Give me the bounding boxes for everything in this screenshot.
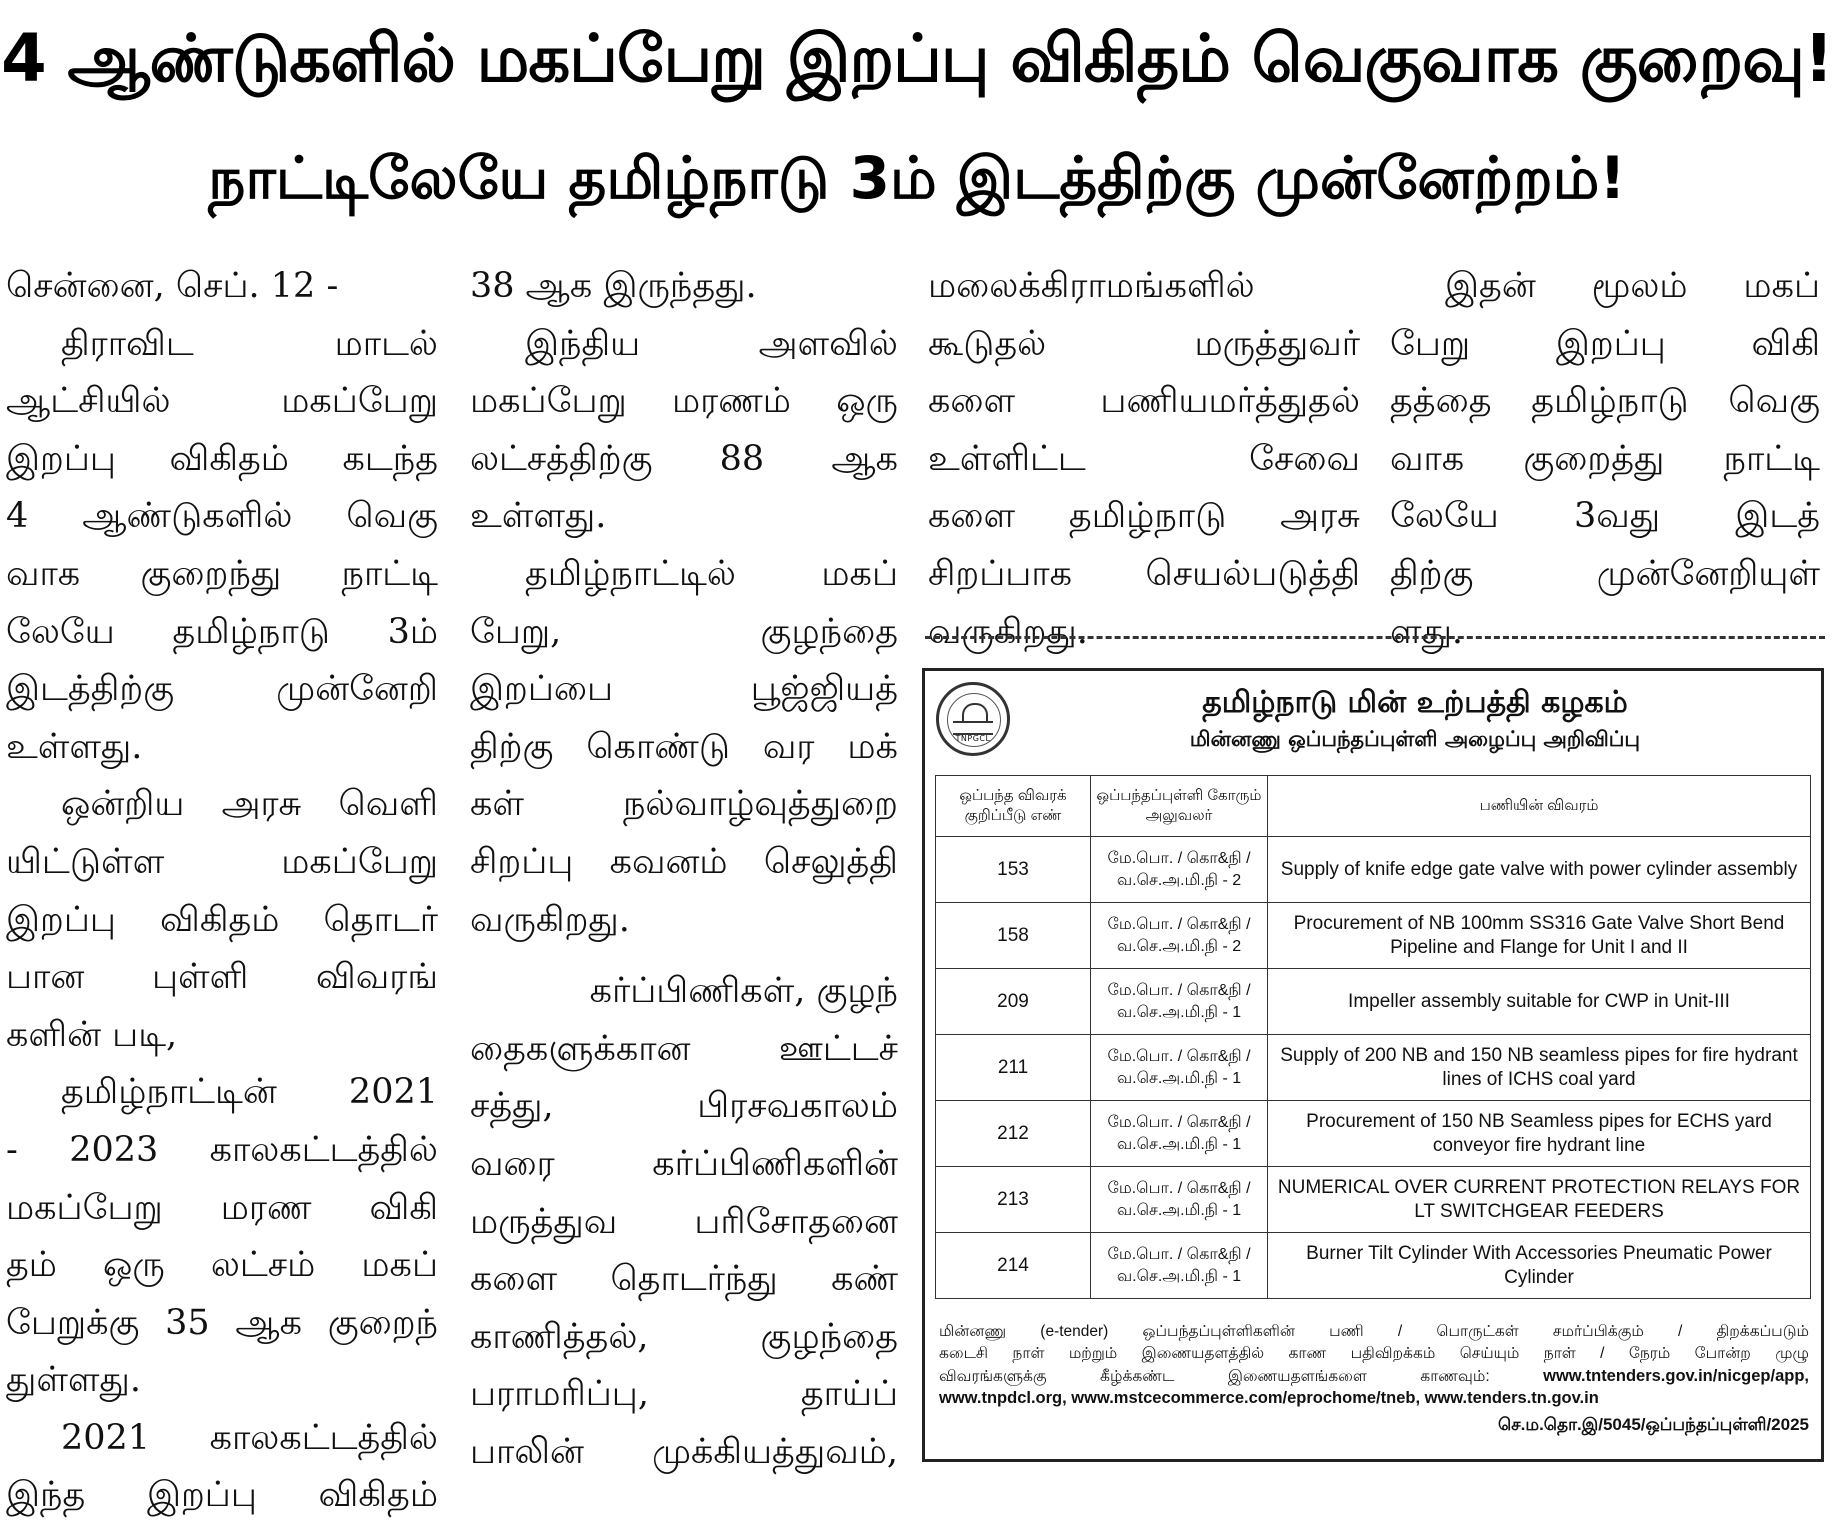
article-line: திற்கு முன்னேறியுள் xyxy=(1390,553,1820,594)
officer-line: வ.செ.அ.மி.நி - 2 xyxy=(1116,937,1242,955)
tender-officer xyxy=(1091,903,1268,969)
article-line: களின் படி, xyxy=(6,1014,178,1055)
article-line: சிறப்பாக செயல்படுத்தி xyxy=(928,553,1360,594)
article-line: தைகளுக்கான ஊட்டச் xyxy=(470,1028,898,1069)
article-line: பேறு, குழந்தை xyxy=(470,611,898,652)
tender-description: Procurement of 150 NB Seamless pipes for ECHS yard conveyor fire hydrant line xyxy=(1268,1101,1811,1167)
table-row xyxy=(936,1167,1811,1233)
article-column-1 xyxy=(6,258,438,1525)
article-line: சென்னை, செப். 12 - xyxy=(6,266,339,306)
article-line: மகப்பேறு மரணம் ஒரு xyxy=(470,381,898,422)
article-line: உள்ளது. xyxy=(6,726,143,767)
tender-no: 211 xyxy=(936,1035,1091,1101)
article-line: இடத்திற்கு முன்னேறி xyxy=(6,669,438,710)
article-line: பராமரிப்பு, தாய்ப் xyxy=(470,1374,898,1415)
officer-line: மே.பொ. / கொ&நி / xyxy=(1107,849,1251,867)
officer-line: மே.பொ. / கொ&நி / xyxy=(1107,1179,1251,1197)
officer-line: மே.பொ. / கொ&நி / xyxy=(1107,1113,1251,1131)
header-officer: ஒப்பந்தப்புள்ளி கோரும் அலுவலர் xyxy=(1091,776,1268,837)
tender-description: Supply of 200 NB and 150 NB seamless pipes for fire hydrant lines of ICHS coal yard xyxy=(1268,1035,1811,1101)
footer-line xyxy=(939,1365,1809,1387)
officer-line: வ.செ.அ.மி.நி - 1 xyxy=(1116,1267,1242,1285)
officer-line: வ.செ.அ.மி.நி - 1 xyxy=(1116,1069,1242,1087)
table-row xyxy=(936,1101,1811,1167)
article-line: தமிழ்நாட்டில் மகப் xyxy=(525,553,898,594)
tender-description: Procurement of NB 100mm SS316 Gate Valve Short Bend Pipeline and Flange for Unit I and II xyxy=(1268,903,1811,969)
officer-line: மே.பொ. / கொ&நி / xyxy=(1107,915,1251,933)
article-line: வாக குறைத்து நாட்டி xyxy=(1390,438,1820,479)
table-row xyxy=(936,1233,1811,1299)
ad-header xyxy=(925,671,1821,769)
website-link[interactable]: www.tntenders.gov.in/nicgep/app, xyxy=(1543,1367,1809,1385)
article-line: வாக குறைந்து நாட்டி xyxy=(6,553,438,594)
logo-text: TNPGCL xyxy=(955,734,991,743)
article-line: மகப்பேறு மரண விகி xyxy=(6,1187,438,1228)
article-line: வரை கர்ப்பிணிகளின் xyxy=(470,1143,898,1184)
ad-footer-text xyxy=(939,1321,1809,1409)
tender-officer xyxy=(1091,969,1268,1035)
ad-reference: செ.ம.தொ.இ/5045/ஒப்பந்தப்புள்ளி/2025 xyxy=(1498,1415,1809,1434)
officer-line: மே.பொ. / கொ&நி / xyxy=(1107,981,1251,999)
article-line: வருகிறது. xyxy=(928,611,1088,652)
article-line: இந்த இறப்பு விகிதம் xyxy=(6,1475,438,1516)
article-line: 38 ஆக இருந்தது. xyxy=(470,266,757,306)
table-row xyxy=(936,903,1811,969)
article-line: கூடுதல் மருத்துவர் xyxy=(928,323,1360,364)
article-line: யிட்டுள்ள மகப்பேறு xyxy=(6,841,438,882)
article-line: பாலின் முக்கியத்துவம், xyxy=(470,1431,898,1472)
article-line: 2021 காலகட்டத்தில் xyxy=(61,1417,438,1458)
footer-line xyxy=(939,1387,1809,1409)
tender-no: 153 xyxy=(936,837,1091,903)
table-row xyxy=(936,1035,1811,1101)
article-line: உள்ளது. xyxy=(470,496,607,537)
article-column-2 xyxy=(470,258,898,1481)
officer-line: வ.செ.அ.மி.நி - 2 xyxy=(1116,871,1242,889)
tender-officer xyxy=(1091,1035,1268,1101)
tender-officer xyxy=(1091,1167,1268,1233)
table-header-row xyxy=(936,776,1811,837)
tender-description: Impeller assembly suitable for CWP in Unit-III xyxy=(1268,969,1811,1035)
article-line: களை பணியமர்த்துதல் xyxy=(928,381,1360,422)
article-line: இந்திய அளவில் xyxy=(525,323,898,364)
article-line: துள்ளது. xyxy=(6,1360,141,1401)
ad-organization: தமிழ்நாடு மின் உற்பத்தி கழகம் xyxy=(1202,685,1628,720)
subheadline: நாட்டிலேயே தமிழ்நாடு 3ம் இடத்திற்கு முன்னேற்றம்! xyxy=(208,144,1626,212)
article-line: மருத்துவ பரிசோதனை xyxy=(470,1201,898,1242)
header-description: பணியின் விவரம் xyxy=(1268,776,1811,837)
article-line: திற்கு கொண்டு வர மக் xyxy=(470,726,898,767)
article-line: லேயே தமிழ்நாடு 3ம் xyxy=(6,611,438,652)
article-line: இறப்பு விகிதம் தொடர் xyxy=(6,899,438,940)
officer-line: வ.செ.அ.மி.நி - 1 xyxy=(1116,1003,1242,1021)
article-line: 4 ஆண்டுகளில் வெகு xyxy=(6,496,438,537)
tender-description: Burner Tilt Cylinder With Accessories Pneumatic Power Cylinder xyxy=(1268,1233,1811,1299)
article-line: இறப்பு விகிதம் கடந்த xyxy=(6,438,438,479)
article-line: லட்சத்திற்கு 88 ஆக xyxy=(470,438,898,479)
officer-line: மே.பொ. / கொ&நி / xyxy=(1107,1047,1251,1065)
tnpgcl-logo-icon xyxy=(936,682,1010,756)
article-line: வருகிறது. xyxy=(470,899,630,940)
article-column-3 xyxy=(928,258,1360,661)
tender-table xyxy=(935,775,1811,1299)
tender-advertisement xyxy=(922,668,1824,1462)
footer-line: கடைசி நாள் மற்றும் இணையதளத்தில் காண பதிவிறக்கம் செய்யும் நாள் / நேரம் போன்ற முழு xyxy=(939,1345,1809,1362)
article-line: தம் ஒரு லட்சம் மகப் xyxy=(6,1245,438,1286)
article-line: மலைக்கிராமங்களில் xyxy=(928,266,1255,306)
officer-line: வ.செ.அ.மி.நி - 1 xyxy=(1116,1135,1242,1153)
article-line: தமிழ்நாட்டின் 2021 xyxy=(61,1072,438,1113)
article-line: இதன் மூலம் மகப் xyxy=(1445,266,1820,306)
officer-line: மே.பொ. / கொ&நி / xyxy=(1107,1245,1251,1263)
article-line: சிறப்பு கவனம் செலுத்தி xyxy=(470,841,898,882)
tender-description: Supply of knife edge gate valve with power cylinder assembly xyxy=(1268,837,1811,903)
article-line: லேயே 3வது இடத் xyxy=(1390,496,1820,537)
article-line: பேறு இறப்பு விகி xyxy=(1390,323,1820,364)
article-line: ஒன்றிய அரசு வெளி xyxy=(61,784,438,825)
article-line: தத்தை தமிழ்நாடு வெகு xyxy=(1390,381,1820,422)
article-line: - 2023 காலகட்டத்தில் xyxy=(6,1129,438,1170)
tender-description: NUMERICAL OVER CURRENT PROTECTION RELAYS FOR LT SWITCHGEAR FEEDERS xyxy=(1268,1167,1811,1233)
ad-subtitle: மின்னணு ஒப்பந்தப்புள்ளி அழைப்பு அறிவிப்பு xyxy=(1189,727,1641,751)
article-line: காணித்தல், குழந்தை xyxy=(470,1316,898,1357)
table-row xyxy=(936,837,1811,903)
website-links[interactable]: www.tnpdcl.org, www.mstcecommerce.com/eprochome/tneb, www.tenders.tn.gov.in xyxy=(939,1389,1599,1407)
table-row xyxy=(936,969,1811,1035)
article-line: உள்ளிட்ட சேவை xyxy=(928,438,1360,479)
article-column-4 xyxy=(1390,258,1820,661)
footer-line: மின்னணு (e-tender) ஒப்பந்தப்புள்ளிகளின் பணி / பொருட்கள் சமர்ப்பிக்கும் / திறக்கப்படும் xyxy=(939,1323,1809,1340)
article-line: ளது. xyxy=(1390,611,1464,652)
article-line: இறப்பை பூஜ்ஜியத் xyxy=(470,669,898,710)
footer-text: விவரங்களுக்கு கீழ்க்கண்ட இணையதளங்களை காணவும்: xyxy=(939,1368,1544,1385)
tender-officer xyxy=(1091,837,1268,903)
article-line: களை தமிழ்நாடு அரசு xyxy=(928,496,1360,537)
tender-no: 212 xyxy=(936,1101,1091,1167)
article-line: கள் நல்வாழ்வுத்துறை xyxy=(470,784,898,825)
headline: 4 ஆண்டுகளில் மகப்பேறு இறப்பு விகிதம் வெகுவாக குறைவு! xyxy=(1,21,1833,97)
tender-officer xyxy=(1091,1101,1268,1167)
tender-no: 214 xyxy=(936,1233,1091,1299)
header-ref-no: ஒப்பந்த விவரக் குறிப்பீடு எண் xyxy=(936,776,1091,837)
article-line: களை தொடர்ந்து கண் xyxy=(470,1259,898,1300)
article-line: சத்து, பிரசவகாலம் xyxy=(470,1086,898,1127)
tender-no: 213 xyxy=(936,1167,1091,1233)
article-line: பேறுக்கு 35 ஆக குறைந் xyxy=(6,1302,438,1343)
tender-officer xyxy=(1091,1233,1268,1299)
tender-no: 158 xyxy=(936,903,1091,969)
dashed-divider xyxy=(925,636,1825,639)
article-line: கர்ப்பிணிகள், குழந் xyxy=(589,971,898,1012)
article-line: பான புள்ளி விவரங் xyxy=(6,957,438,998)
article-line: திராவிட மாடல் xyxy=(61,323,438,364)
officer-line: வ.செ.அ.மி.நி - 1 xyxy=(1116,1201,1242,1219)
tender-no: 209 xyxy=(936,969,1091,1035)
article-line: ஆட்சியில் மகப்பேறு xyxy=(6,381,438,422)
